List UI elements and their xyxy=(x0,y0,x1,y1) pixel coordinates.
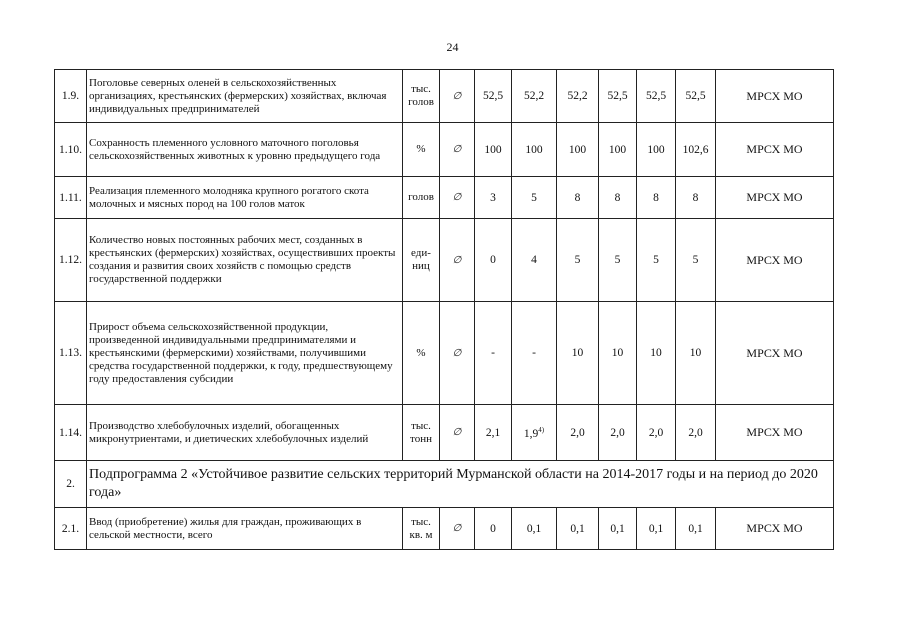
responsible: МРСХ МО xyxy=(716,70,834,123)
value-cell: 100 xyxy=(557,123,599,177)
mark-symbol: ∅ xyxy=(440,219,475,302)
responsible: МРСХ МО xyxy=(716,219,834,302)
value-cell: 0 xyxy=(475,508,512,550)
table-row xyxy=(55,508,834,550)
value-cell: 52,5 xyxy=(676,70,716,123)
mark-symbol: ∅ xyxy=(440,302,475,405)
value-cell: 8 xyxy=(676,177,716,219)
value-cell: 0,1 xyxy=(637,508,676,550)
value-cell: 3 xyxy=(475,177,512,219)
subprogram-title: Подпрограмма 2 «Устойчивое развитие сельских территорий Мурманской области на 2014-2017 годы и на период до 2020 года» xyxy=(87,461,834,508)
indicator-name: Ввод (приобретение) жилья для граждан, проживающих в сельской местности, всего xyxy=(87,508,403,550)
value-cell: 2,0 xyxy=(637,405,676,461)
indicator-name: Количество новых постоянных рабочих мест, созданных в крестьянских (фермерских) хозяйствах, осуществивших проекты создания и развития своих хозяйств с помощью средств государственной поддержки xyxy=(87,219,403,302)
row-number: 2.1. xyxy=(55,508,87,550)
value-cell: 5 xyxy=(637,219,676,302)
value-cell: 0,1 xyxy=(676,508,716,550)
row-number: 1.14. xyxy=(55,405,87,461)
value-cell: 10 xyxy=(557,302,599,405)
row-number: 1.11. xyxy=(55,177,87,219)
value-cell xyxy=(512,405,557,461)
value-cell: 102,6 xyxy=(676,123,716,177)
value-cell: 100 xyxy=(637,123,676,177)
table-row xyxy=(55,219,834,302)
value-cell: 100 xyxy=(475,123,512,177)
responsible: МРСХ МО xyxy=(716,177,834,219)
responsible: МРСХ МО xyxy=(716,405,834,461)
value-cell: 8 xyxy=(557,177,599,219)
footnote-marker: 4) xyxy=(538,425,545,434)
value-cell: 52,5 xyxy=(637,70,676,123)
indicator-name: Производство хлебобулочных изделий, обогащенных микронутриентами, и диетических хлебобулочных изделий xyxy=(87,405,403,461)
value-cell: 10 xyxy=(599,302,637,405)
row-number: 1.10. xyxy=(55,123,87,177)
table-row xyxy=(55,70,834,123)
value-cell: 100 xyxy=(512,123,557,177)
mark-symbol: ∅ xyxy=(440,405,475,461)
value-cell: 0,1 xyxy=(557,508,599,550)
value-cell: 10 xyxy=(676,302,716,405)
indicator-name: Поголовье северных оленей в сельскохозяйственных организациях, крестьянских (фермерских) хозяйствах, включая индивидуальных предпринимателей xyxy=(87,70,403,123)
responsible: МРСХ МО xyxy=(716,508,834,550)
unit: % xyxy=(403,123,440,177)
value-cell: 8 xyxy=(637,177,676,219)
value-cell: - xyxy=(512,302,557,405)
indicator-name: Реализация племенного молодняка крупного рогатого скота молочных и мясных пород на 100 голов маток xyxy=(87,177,403,219)
value-cell: 2,0 xyxy=(676,405,716,461)
value-cell: 0,1 xyxy=(599,508,637,550)
value-cell: 2,0 xyxy=(599,405,637,461)
mark-symbol: ∅ xyxy=(440,123,475,177)
indicators-table xyxy=(54,69,834,550)
row-number: 1.13. xyxy=(55,302,87,405)
table-row xyxy=(55,177,834,219)
row-number: 2. xyxy=(55,461,87,508)
table-row xyxy=(55,302,834,405)
value-cell: 10 xyxy=(637,302,676,405)
value-cell: 4 xyxy=(512,219,557,302)
mark-symbol: ∅ xyxy=(440,508,475,550)
value-cell: 100 xyxy=(599,123,637,177)
unit: % xyxy=(403,302,440,405)
value-cell: 0,1 xyxy=(512,508,557,550)
value-text: 1,9 xyxy=(523,427,539,440)
mark-symbol: ∅ xyxy=(440,70,475,123)
unit: тыс. кв. м xyxy=(403,508,440,550)
value-cell: 5 xyxy=(512,177,557,219)
value-cell: - xyxy=(475,302,512,405)
subprogram-row xyxy=(55,461,834,508)
row-number: 1.9. xyxy=(55,70,87,123)
value-cell: 0 xyxy=(475,219,512,302)
page-number: 24 xyxy=(446,40,459,54)
value-cell: 5 xyxy=(599,219,637,302)
row-number: 1.12. xyxy=(55,219,87,302)
value-cell: 5 xyxy=(557,219,599,302)
mark-symbol: ∅ xyxy=(440,177,475,219)
responsible: МРСХ МО xyxy=(716,123,834,177)
table-row xyxy=(55,405,834,461)
value-cell: 2,0 xyxy=(557,405,599,461)
indicator-name: Сохранность племенного условного маточного поголовья сельскохозяйственных животных к уровню предыдущего года xyxy=(87,123,403,177)
value-cell: 52,5 xyxy=(475,70,512,123)
value-cell: 52,2 xyxy=(512,70,557,123)
value-cell: 8 xyxy=(599,177,637,219)
value-cell: 5 xyxy=(676,219,716,302)
unit: тыс. голов xyxy=(403,70,440,123)
value-cell: 52,5 xyxy=(599,70,637,123)
unit: тыс. тонн xyxy=(403,405,440,461)
unit: голов xyxy=(403,177,440,219)
value-cell: 52,2 xyxy=(557,70,599,123)
table-row xyxy=(55,123,834,177)
unit: еди-ниц xyxy=(403,219,440,302)
responsible: МРСХ МО xyxy=(716,302,834,405)
indicator-name: Прирост объема сельскохозяйственной продукции, произведенной индивидуальными предпринимателями и крестьянскими (фермерскими) хозяйствами, получившими средства государственной поддержки, к году, предшествующему году предоставления субсидии xyxy=(87,302,403,405)
value-cell: 2,1 xyxy=(475,405,512,461)
